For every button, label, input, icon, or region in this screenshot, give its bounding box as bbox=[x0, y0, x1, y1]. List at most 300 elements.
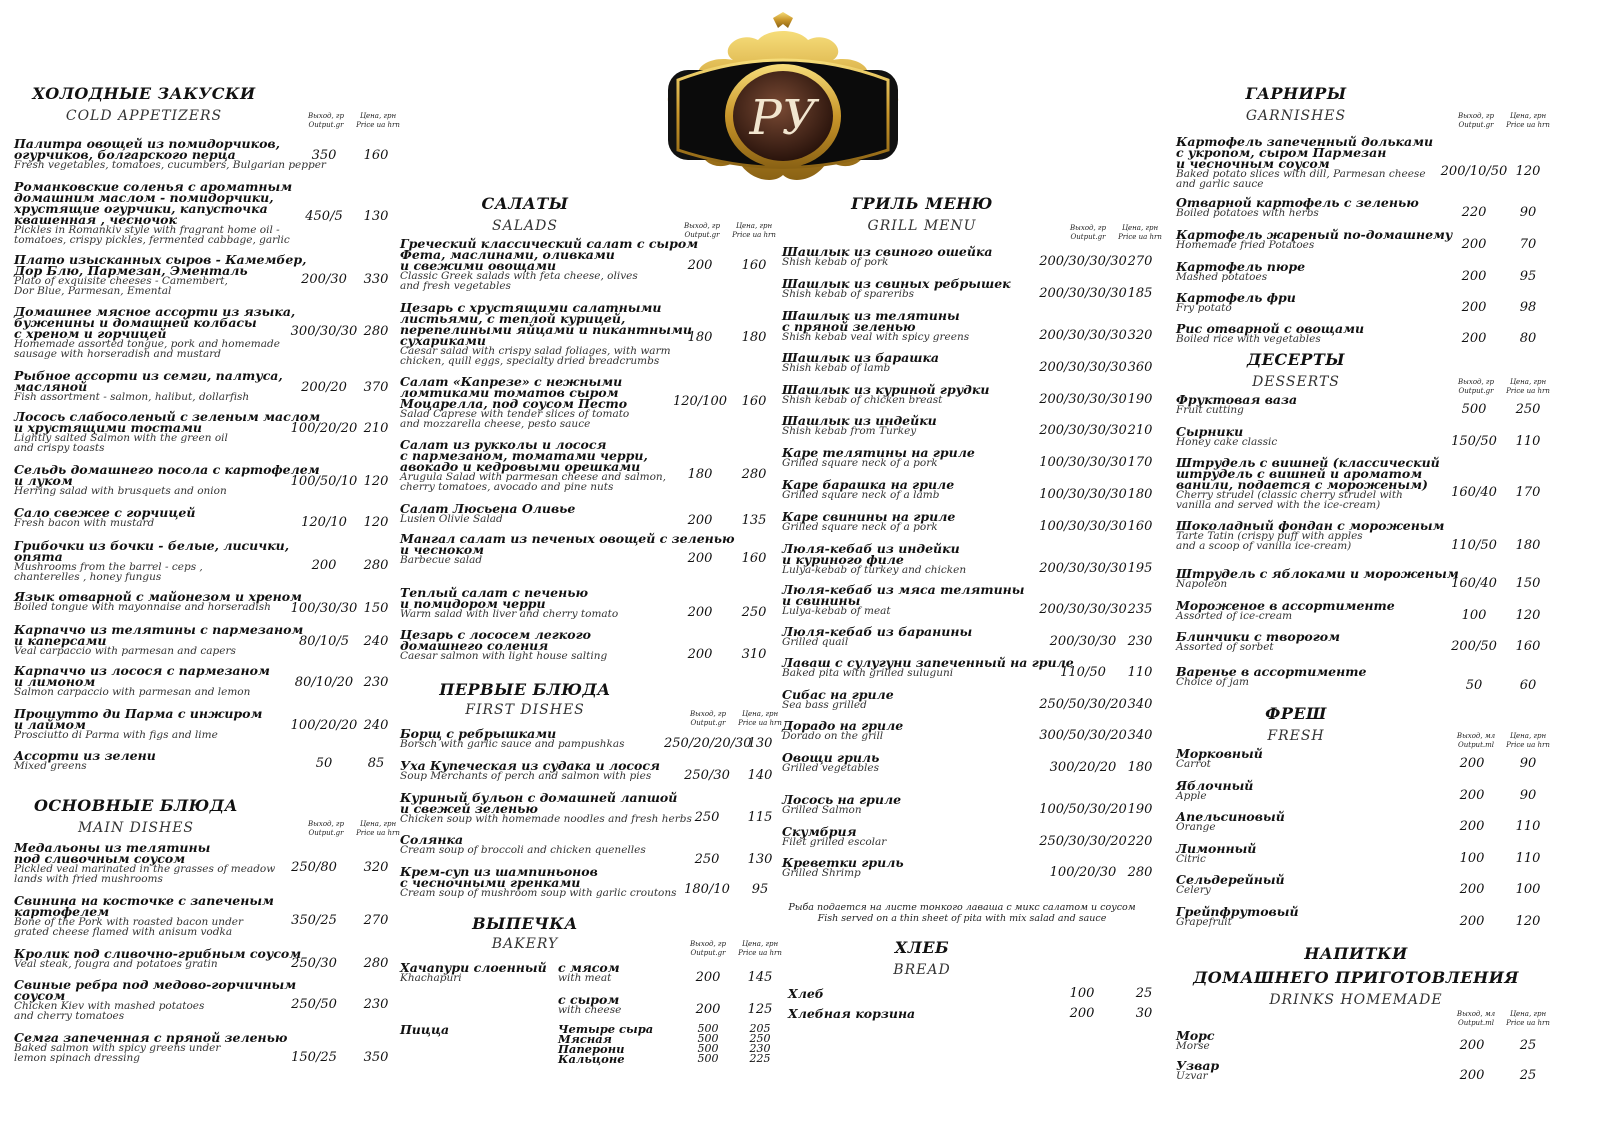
item-price: 110 bbox=[1127, 665, 1153, 680]
khachapuri-variant: с сыром bbox=[558, 992, 620, 1007]
item-output: 200 bbox=[687, 513, 713, 528]
item-output: 250/30 bbox=[291, 956, 337, 971]
menu-item bbox=[1176, 631, 1556, 652]
item-output: 120/10 bbox=[301, 515, 347, 530]
item-price: 170 bbox=[1515, 485, 1541, 500]
item-name-en: Fish assortment - salmon, halibut, dollarfish bbox=[14, 391, 250, 403]
item-name-en: Shish kebab of lamb bbox=[782, 362, 891, 374]
item-output: 500 bbox=[1461, 402, 1487, 417]
item-name: Лосось слабосоленый с зеленым маслом и хрустящими тостами bbox=[14, 409, 321, 435]
item-name: Варенье в ассортименте bbox=[1176, 664, 1367, 679]
menu-item bbox=[1176, 906, 1556, 927]
first-dishes-section bbox=[400, 680, 780, 900]
item-output: 50 bbox=[1465, 678, 1483, 693]
item-price: 230 bbox=[363, 997, 389, 1012]
item-output: 200 bbox=[311, 558, 337, 573]
pizza-variant: Мясная bbox=[558, 1032, 612, 1046]
item-output: 80/10/20 bbox=[294, 675, 354, 690]
item-output: 200/30/30/30 bbox=[1039, 561, 1127, 576]
drinks-section bbox=[1176, 944, 1556, 1094]
item-price: 195 bbox=[1127, 561, 1153, 576]
item-price: 225 bbox=[749, 1052, 771, 1065]
menu-item bbox=[14, 138, 394, 170]
salads-section bbox=[400, 194, 780, 674]
item-output: 300/30/30 bbox=[290, 324, 358, 339]
menu-item bbox=[782, 310, 1162, 342]
item-name-en: Apple bbox=[1176, 790, 1207, 802]
item-output: 200/30/30/30 bbox=[1039, 392, 1127, 407]
item-name-en: Boiled rice with vegetables bbox=[1176, 333, 1321, 345]
item-name-en: Homemade fried Potatoes bbox=[1176, 239, 1315, 251]
item-output: 180 bbox=[687, 330, 713, 345]
item-price: 190 bbox=[1127, 392, 1153, 407]
item-name-en: Boiled potatoes with herbs bbox=[1176, 207, 1319, 219]
item-price: 130 bbox=[747, 736, 773, 751]
item-output: 200/30/30 bbox=[1049, 634, 1117, 649]
item-name-en: Baked salmon with spicy greens under lemon spinach dressing bbox=[14, 1042, 221, 1064]
price-header: Цена, грн Price ua hrn bbox=[1506, 732, 1550, 749]
menu-item bbox=[782, 689, 1162, 710]
cold-appetizers-section bbox=[14, 84, 400, 784]
menu-item bbox=[14, 624, 394, 656]
item-price: 240 bbox=[363, 634, 389, 649]
item-price: 205 bbox=[749, 1022, 771, 1035]
item-output: 100/20/20 bbox=[290, 718, 358, 733]
item-price: 110 bbox=[1515, 851, 1541, 866]
section-title: ДЕСЕРТЫ bbox=[1246, 350, 1345, 369]
item-name: Мангал салат из печеных овощей с зеленью и чесноком bbox=[400, 531, 735, 557]
menu-item bbox=[14, 411, 394, 453]
item-price: 125 bbox=[747, 1002, 773, 1017]
fresh-section bbox=[1176, 704, 1556, 944]
item-output: 80/10/5 bbox=[298, 634, 350, 649]
item-output: 200 bbox=[687, 647, 713, 662]
item-output: 200 bbox=[1461, 300, 1487, 315]
item-output: 500 bbox=[697, 1052, 719, 1065]
item-name-en: Lulya-kebab of turkey and chicken bbox=[782, 564, 967, 576]
item-name: Медальоны из телятины под сливочным соусом bbox=[14, 840, 211, 866]
item-name: Свиные ребра под медово-горчичным соусом bbox=[14, 977, 297, 1003]
item-output: 100/30/30/30 bbox=[1039, 487, 1127, 502]
item-output: 200 bbox=[1461, 331, 1487, 346]
item-output: 160/40 bbox=[1451, 576, 1497, 591]
item-price: 95 bbox=[751, 882, 769, 897]
item-output: 100/30/30/30 bbox=[1039, 455, 1127, 470]
menu-item bbox=[782, 584, 1162, 616]
item-price: 130 bbox=[363, 209, 389, 224]
item-price: 230 bbox=[1127, 634, 1153, 649]
item-name-en: Napoleon bbox=[1176, 578, 1228, 590]
item-name: Ассорти из зелени bbox=[14, 748, 156, 763]
menu-item bbox=[1176, 748, 1556, 769]
item-price: 170 bbox=[1127, 455, 1153, 470]
item-name-en: Arugula Salad with parmesan cheese and salmon, cherry tomatoes, avocado and pine nuts bbox=[400, 471, 666, 493]
menu-item bbox=[782, 657, 1162, 678]
item-price: 150 bbox=[1515, 576, 1541, 591]
main-dishes-section bbox=[14, 796, 400, 1096]
section-title: ГАРНИРЫ bbox=[1245, 84, 1347, 103]
item-name-en: Bone of the Pork with roasted bacon under grated cheese flamed with anisum vodka bbox=[14, 916, 244, 938]
item-price: 270 bbox=[363, 913, 389, 928]
item-output: 200 bbox=[695, 1002, 721, 1017]
menu-item bbox=[1176, 229, 1556, 250]
item-price: 120 bbox=[363, 515, 389, 530]
item-price: 370 bbox=[363, 380, 389, 395]
item-output: 200 bbox=[687, 605, 713, 620]
item-price: 280 bbox=[1127, 865, 1153, 880]
menu-item bbox=[400, 439, 780, 492]
menu-item bbox=[14, 665, 394, 697]
menu-item bbox=[400, 376, 780, 429]
item-output: 250/50/30/20 bbox=[1039, 697, 1127, 712]
section-subtitle: BREAD bbox=[893, 962, 951, 978]
item-name: Шашлык из индейки bbox=[782, 413, 937, 428]
menu-item bbox=[782, 543, 1162, 575]
item-output: 200/30/30/30 bbox=[1039, 286, 1127, 301]
item-name-en: Mushrooms from the barrel - ceps , chanterelles , honey fungus bbox=[14, 561, 203, 583]
item-name: Шашлык из барашка bbox=[782, 350, 940, 365]
item-name-en: Grilled square neck of a pork bbox=[782, 521, 938, 533]
item-output: 500 bbox=[697, 1042, 719, 1055]
item-name: Блинчики с творогом bbox=[1176, 629, 1341, 644]
menu-item bbox=[782, 794, 1162, 815]
item-name: Прошутто ди Парма с инжиром и лаймом bbox=[14, 706, 263, 732]
item-output: 100/30/30/30 bbox=[1039, 519, 1127, 534]
item-price: 145 bbox=[747, 970, 773, 985]
item-name-en: Pickled veal marinated in the grasses of meadow lands with fried mushrooms bbox=[14, 863, 276, 885]
item-output: 200 bbox=[1459, 788, 1485, 803]
item-name-en: Citric bbox=[1176, 853, 1206, 865]
menu-item bbox=[14, 1032, 394, 1063]
item-output: 150/25 bbox=[291, 1050, 337, 1065]
item-name-en: Barbecue salad bbox=[400, 554, 483, 566]
item-price: 160 bbox=[741, 394, 767, 409]
menu-item bbox=[1176, 292, 1556, 313]
item-name-en: Baked potato slices with dill, Parmesan cheese and garlic sauce bbox=[1176, 168, 1426, 190]
item-output: 200 bbox=[1459, 914, 1485, 929]
item-price: 210 bbox=[1127, 423, 1153, 438]
item-name-en: Dorado on the grill bbox=[782, 730, 884, 742]
item-output: 200/30/30/30 bbox=[1039, 423, 1127, 438]
bakery-section bbox=[400, 914, 780, 1084]
item-output: 250/30/30/20 bbox=[1039, 834, 1127, 849]
item-name: Штрудель с вишней (классический штрудель с вишней и ароматом ванили, подается с мороженым) bbox=[1176, 455, 1440, 492]
menu-item bbox=[1176, 323, 1556, 344]
item-price: 330 bbox=[363, 272, 389, 287]
menu-item bbox=[400, 866, 780, 898]
item-name: Лимонный bbox=[1176, 841, 1257, 856]
item-name-en: Fresh vegetables, tomatoes, cucumbers, Bulgarian pepper bbox=[14, 159, 326, 171]
price-header: Цена, грн Price ua hrn bbox=[732, 222, 776, 239]
item-price: 140 bbox=[747, 768, 773, 783]
item-price: 60 bbox=[1519, 678, 1537, 693]
item-price: 310 bbox=[741, 647, 767, 662]
item-name-en: Choice of jam bbox=[1176, 676, 1249, 688]
khachapuri-name: Хачапури слоенный bbox=[400, 960, 547, 975]
khachapuri-variant-en: with cheese bbox=[558, 1004, 622, 1016]
menu-item bbox=[14, 254, 394, 296]
item-name: Салат «Капрезе» с нежными ломтиками томатов сыром Моцарелла, под соусом Песто bbox=[400, 374, 628, 411]
grill-note-en: Fish served on a thin sheet of pita with mix salad and sauce bbox=[817, 913, 1107, 924]
item-output: 300/50/30/20 bbox=[1039, 728, 1127, 743]
section-title: ФРЕШ bbox=[1265, 704, 1327, 723]
menu-item bbox=[782, 511, 1162, 532]
pizza-variant: Четыре сыра bbox=[558, 1022, 654, 1036]
item-output: 150/50 bbox=[1451, 434, 1497, 449]
item-name-en: Veal carpaccio with parmesan and capers bbox=[14, 645, 236, 657]
menu-item bbox=[782, 720, 1162, 741]
output-header: Выход, гр Output.gr bbox=[690, 710, 726, 727]
item-price: 270 bbox=[1127, 254, 1153, 269]
item-output: 100/50/30/20 bbox=[1039, 802, 1127, 817]
item-name-en: Plato of exquisite cheeses - Camembert, Dor Blue, Parmesan, Emental bbox=[14, 275, 228, 297]
item-name: Плато изысканных сыров - Камембер, Дор Блю, Пармезан, Эменталь bbox=[14, 252, 307, 278]
item-name-en: Assorted of sorbet bbox=[1176, 641, 1274, 653]
item-name: Картофель жареный по-домашнему bbox=[1176, 227, 1453, 242]
menu-item bbox=[1176, 568, 1556, 589]
item-name: Шашлык из свиного ошейка bbox=[782, 244, 993, 259]
item-name: Каре барашка на гриле bbox=[782, 477, 955, 492]
khachapuri-name-en: Khachapuri bbox=[400, 972, 462, 984]
menu-item bbox=[14, 540, 394, 582]
logo bbox=[648, 10, 918, 195]
item-price: 340 bbox=[1127, 728, 1153, 743]
item-name-en: Cherry strudel (classic cherry strudel with vanilla and served with the ice-cream) bbox=[1176, 489, 1403, 511]
item-output: 180 bbox=[687, 467, 713, 482]
section-subtitle: SALADS bbox=[492, 218, 558, 234]
item-output: 200 bbox=[1461, 237, 1487, 252]
item-name: Борщ с ребрышками bbox=[400, 726, 557, 741]
item-name-en: Lulya-kebab of meat bbox=[782, 605, 891, 617]
item-name: Люля-кебаб из индейки и куриного филе bbox=[782, 541, 960, 567]
item-output: 350 bbox=[311, 148, 337, 163]
item-price: 25 bbox=[1519, 1038, 1537, 1053]
item-name: Грибочки из бочки - белые, лисички, опята bbox=[14, 538, 290, 564]
item-name-en: Caesar salmon with light house salting bbox=[400, 650, 608, 662]
item-name: Уха Купеческая из судака и лосося bbox=[400, 758, 660, 773]
menu-item bbox=[1176, 1060, 1556, 1081]
item-output: 250/80 bbox=[291, 860, 337, 875]
bread-section bbox=[782, 938, 1162, 1038]
item-output: 110/50 bbox=[1060, 665, 1106, 680]
item-price: 110 bbox=[1515, 819, 1541, 834]
item-output: 100/20/30 bbox=[1049, 865, 1117, 880]
menu-item bbox=[14, 948, 394, 969]
section-title: САЛАТЫ bbox=[481, 194, 569, 213]
output-header: Выход, гр Output.gr bbox=[684, 222, 720, 239]
item-name: Кролик под сливочно-грибным соусом bbox=[14, 946, 302, 961]
item-price: 115 bbox=[747, 810, 773, 825]
item-name-en: Fruit cutting bbox=[1176, 404, 1244, 416]
item-name: Картофель запеченный дольками с укропом, сыром Пармезан и чесночным соусом bbox=[1176, 134, 1434, 171]
item-price: 280 bbox=[741, 467, 767, 482]
item-name: Шашлык из свиных ребрышек bbox=[782, 276, 1011, 291]
item-name: Греческий классический салат с сыром Фета, маслинами, оливками и свежими овощами bbox=[400, 236, 699, 273]
price-header: Цена, грн Price ua hrn bbox=[1506, 112, 1550, 129]
item-price: 160 bbox=[741, 551, 767, 566]
item-name-en: Filet grilled escolar bbox=[782, 836, 887, 848]
item-price: 230 bbox=[363, 675, 389, 690]
menu-item bbox=[14, 181, 394, 245]
section-subtitle: FIRST DISHES bbox=[465, 702, 585, 718]
item-price: 320 bbox=[1127, 328, 1153, 343]
item-name: Морковный bbox=[1176, 746, 1263, 761]
menu-item bbox=[1176, 874, 1556, 895]
item-name-en: Boiled tongue with mayonnaise and horseradish bbox=[14, 601, 271, 613]
item-price: 120 bbox=[363, 474, 389, 489]
item-name: Карпаччо из телятины с пармезаном и каперсами bbox=[14, 622, 304, 648]
item-name: Лаваш с сулугуни запеченный на гриле bbox=[782, 655, 1074, 670]
item-output: 200/30/30/30 bbox=[1039, 602, 1127, 617]
item-output: 180/10 bbox=[684, 882, 730, 897]
item-price: 160 bbox=[1515, 639, 1541, 654]
item-name: Дорадо на гриле bbox=[782, 718, 904, 733]
menu-item bbox=[782, 752, 1162, 773]
item-price: 180 bbox=[1515, 538, 1541, 553]
menu-item bbox=[14, 750, 394, 771]
item-name-en: Assorted of ice-cream bbox=[1176, 610, 1293, 622]
item-price: 85 bbox=[367, 756, 385, 771]
item-name: Узвар bbox=[1176, 1058, 1220, 1073]
item-price: 150 bbox=[363, 601, 389, 616]
item-output: 500 bbox=[697, 1032, 719, 1045]
pizza-name: Пицца bbox=[400, 1022, 450, 1037]
item-name: Фруктовая ваза bbox=[1176, 392, 1298, 407]
item-name-en: Prosciutto di Parma with figs and lime bbox=[14, 729, 218, 741]
item-output: 100/20/20 bbox=[290, 421, 358, 436]
section-subtitle: GRILL MENU bbox=[867, 218, 977, 234]
item-name: Салат из рукколы и лосося с пармезаном, томатами черри, авокадо и кедровыми орешками bbox=[400, 437, 648, 474]
item-price: 180 bbox=[1127, 760, 1153, 775]
item-price: 280 bbox=[363, 324, 389, 339]
item-price: 250 bbox=[1515, 402, 1541, 417]
item-name: Салат Люсьена Оливье bbox=[400, 501, 576, 516]
section-title: ХОЛОДНЫЕ ЗАКУСКИ bbox=[32, 84, 256, 103]
section-subtitle: GARNISHES bbox=[1245, 108, 1347, 124]
section-title: ВЫПЕЧКА bbox=[472, 914, 578, 933]
section-title: НАПИТКИ bbox=[1304, 944, 1408, 963]
item-name-en: Shish kebab of pork bbox=[782, 256, 889, 268]
item-name: Шашлык из куриной грудки bbox=[782, 382, 990, 397]
item-price: 180 bbox=[1127, 487, 1153, 502]
item-name-en: Homemade assorted tongue, pork and homemade sausage with horseradish and mustard bbox=[14, 338, 280, 360]
item-name: Цезарь с хрустящими салатными листьями, с теплой курицей, перепелиными яйцами и пикантными сухариками bbox=[400, 300, 692, 348]
item-name: Грейпфрутовый bbox=[1176, 904, 1299, 919]
menu-item bbox=[782, 626, 1162, 647]
menu-item bbox=[14, 306, 394, 359]
item-output: 250 bbox=[694, 852, 720, 867]
item-output: 120/100 bbox=[672, 394, 727, 409]
section-subtitle: BAKERY bbox=[491, 936, 559, 952]
item-price: 190 bbox=[1127, 802, 1153, 817]
item-price: 90 bbox=[1519, 205, 1537, 220]
output-header: Выход, мл Output.ml bbox=[1456, 1010, 1496, 1027]
item-name: Рыбное ассорти из семги, палтуса, масляной bbox=[14, 368, 283, 394]
price-header: Цена, грн Price ua hrn bbox=[1118, 224, 1162, 241]
item-name-en: Fry potato bbox=[1176, 302, 1232, 314]
item-price: 135 bbox=[741, 513, 767, 528]
menu-item bbox=[400, 792, 780, 824]
item-output: 200/30/30/30 bbox=[1039, 360, 1127, 375]
item-name-en: Grilled Salmon bbox=[782, 804, 862, 816]
item-name-en: Lusien Olivie Salad bbox=[400, 513, 503, 525]
item-output: 200 bbox=[1461, 269, 1487, 284]
item-name: Сало свежее с горчицей bbox=[14, 505, 196, 520]
item-name-en: Borsch with garlic sauce and pampushkas bbox=[400, 738, 625, 750]
menu-item bbox=[14, 979, 394, 1021]
item-name-en: Cream soup of broccoli and chicken quenelles bbox=[400, 844, 646, 856]
item-price: 90 bbox=[1519, 756, 1537, 771]
item-name-en: Salad Caprese with tender slices of tomato and mozzarella cheese, pesto sauce bbox=[400, 408, 630, 430]
item-name: Люля-кебаб из мяса телятины и свинины bbox=[782, 582, 1025, 608]
item-name: Сельдерейный bbox=[1176, 872, 1285, 887]
item-price: 280 bbox=[363, 558, 389, 573]
item-price: 235 bbox=[1127, 602, 1153, 617]
item-price: 95 bbox=[1519, 269, 1537, 284]
menu-item bbox=[14, 895, 394, 937]
item-output: 200/10/50 bbox=[1440, 164, 1508, 179]
item-price: 120 bbox=[1515, 164, 1541, 179]
price-header: Цена, грн Price ua hrn bbox=[1506, 378, 1550, 395]
menu-item bbox=[14, 589, 394, 616]
price-header: Цена, грн Price ua hrn bbox=[356, 820, 400, 837]
item-name-en: Pickles in Romankiv style with fragrant home oil - tomatoes, crispy pickles, fermented cabbage, garlic bbox=[14, 224, 290, 246]
item-name-en: Tarte Tatin (crispy puff with apples and a scoop of vanilla ice-cream) bbox=[1176, 530, 1363, 552]
item-name: Сельдь домашнего посола с картофелем и луком bbox=[14, 462, 320, 488]
item-price: 130 bbox=[747, 852, 773, 867]
item-name-en: Salmon carpaccio with parmesan and lemon bbox=[14, 686, 251, 698]
item-name-en: Grilled vegetables bbox=[782, 762, 879, 774]
menu-item bbox=[782, 278, 1162, 299]
menu-item bbox=[782, 415, 1162, 436]
item-name: Шоколадный фондан с мороженым bbox=[1176, 518, 1445, 533]
menu-item bbox=[1176, 457, 1556, 510]
item-name: Овощи гриль bbox=[782, 750, 880, 765]
item-name: Скумбрия bbox=[782, 824, 857, 839]
item-name: Романковские соленья с ароматным домашним маслом - помидорчики, хрустящие огурчики, капусточка квашенная , чесночок bbox=[14, 179, 293, 227]
item-name-en: Mashed potatoes bbox=[1176, 271, 1268, 283]
menu-item bbox=[782, 857, 1162, 878]
item-price: 230 bbox=[749, 1042, 771, 1055]
item-name: Хлебная корзина bbox=[788, 1006, 916, 1021]
output-header: Выход, гр Output.gr bbox=[1458, 112, 1494, 129]
item-output: 300/20/20 bbox=[1049, 760, 1117, 775]
section-subtitle: FRESH bbox=[1267, 728, 1325, 744]
item-name-en: Soup Merchants of perch and salmon with pies bbox=[400, 770, 652, 782]
desserts-section bbox=[1176, 350, 1556, 700]
item-name-en: Shish kebab from Turkey bbox=[782, 425, 917, 437]
item-name: Свинина на косточке с запеченым картофелем bbox=[14, 893, 274, 919]
item-name-en: Warm salad with liver and cherry tomato bbox=[400, 608, 619, 620]
item-price: 360 bbox=[1127, 360, 1153, 375]
item-name-en: Lightly salted Salmon with the green oil and crispy toasts bbox=[14, 432, 228, 454]
item-price: 120 bbox=[1515, 914, 1541, 929]
item-name-en: Fresh bacon with mustard bbox=[14, 517, 155, 529]
item-name: Сырники bbox=[1176, 424, 1244, 439]
menu-item bbox=[1176, 136, 1556, 189]
item-name: Цезарь с лососем легкого домашнего соления bbox=[400, 627, 591, 653]
menu-item bbox=[14, 842, 394, 884]
price-header: Цена, грн Price ua hrn bbox=[738, 940, 782, 957]
item-name-en: Grilled square neck of a lamb bbox=[782, 489, 940, 501]
item-name: Шашлык из телятины с пряной зеленью bbox=[782, 308, 960, 334]
logo-emblem bbox=[648, 10, 918, 195]
section-title: ХЛЕБ bbox=[894, 938, 950, 957]
item-output: 200 bbox=[1459, 1038, 1485, 1053]
menu-item bbox=[14, 464, 394, 496]
item-name-en: Grilled quail bbox=[782, 636, 849, 648]
item-price: 120 bbox=[1515, 608, 1541, 623]
